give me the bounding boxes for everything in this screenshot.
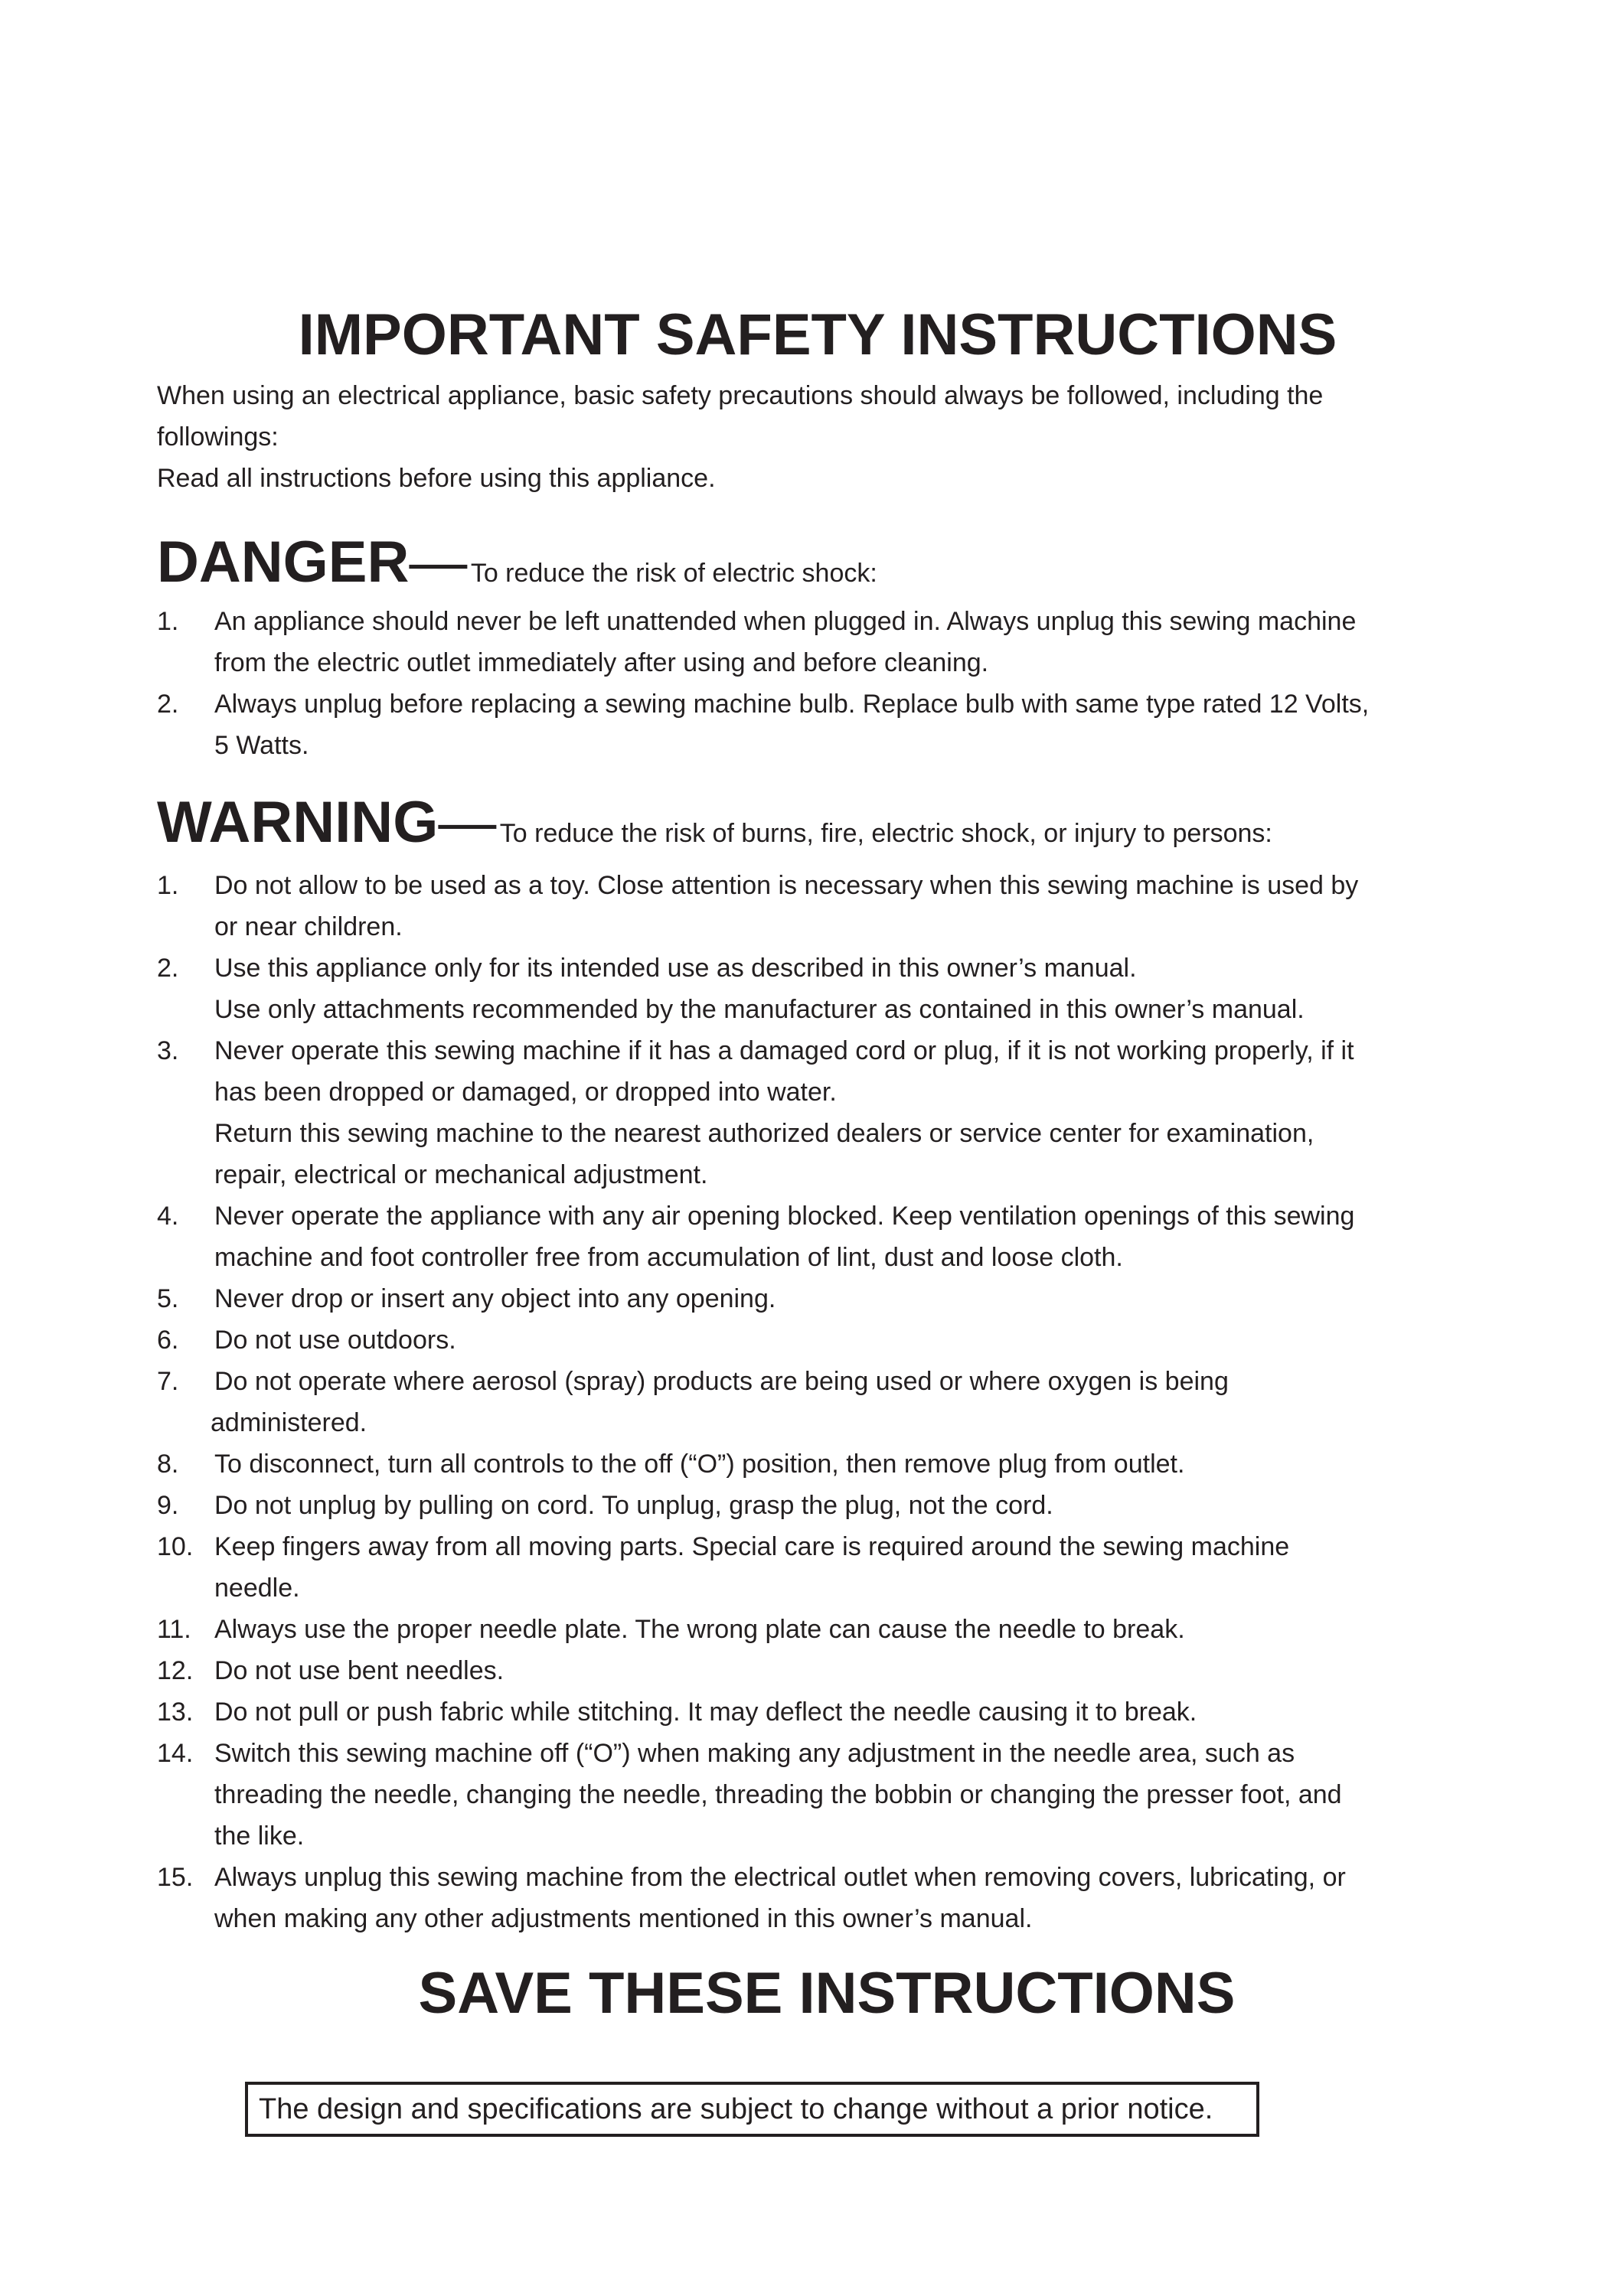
item-number: 7. — [157, 1367, 179, 1396]
item-text-line: machine and foot controller free from accumulation of lint, dust and loose cloth. — [214, 1243, 1123, 1272]
list-item — [157, 1526, 1504, 1609]
item-text-line: Do not unplug by pulling on cord. To unplug, grasp the plug, not the cord. — [214, 1491, 1053, 1520]
danger-label: DANGER — [157, 530, 410, 595]
danger-dash: — — [409, 530, 468, 595]
intro-line: Read all instructions before using this appliance. — [157, 464, 716, 493]
item-text-line: the like. — [214, 1821, 305, 1851]
item-number: 14. — [157, 1739, 194, 1768]
item-number: 2. — [157, 690, 179, 719]
item-text-line: Do not operate where aerosol (spray) products are being used or where oxygen is being — [214, 1367, 1229, 1396]
item-text-line: Use this appliance only for its intended use as described in this owner’s manual. — [214, 954, 1137, 983]
item-text-line: Keep fingers away from all moving parts. Special care is required around the sewing machine — [214, 1532, 1290, 1561]
warning-dash: — — [438, 790, 497, 855]
item-text-line: from the electric outlet immediately after using and before cleaning. — [214, 648, 989, 677]
danger-heading — [157, 532, 877, 594]
list-item — [157, 865, 1504, 947]
list-item — [157, 1485, 1504, 1526]
item-number: 13. — [157, 1698, 194, 1727]
item-text-line: Always unplug before replacing a sewing machine bulb. Replace bulb with same type rated 12 Volts, — [214, 690, 1370, 719]
item-number: 2. — [157, 954, 179, 983]
notice-box: The design and specifications are subject to change without a prior notice. — [245, 2082, 1259, 2137]
list-item — [157, 683, 1504, 766]
item-text-line: To disconnect, turn all controls to the off (“O”) position, then remove plug from outlet. — [214, 1450, 1185, 1479]
list-item — [157, 1857, 1504, 1939]
item-text-line: Never operate this sewing machine if it has a damaged cord or plug, if it is not working properly, if it — [214, 1036, 1354, 1065]
list-item — [157, 601, 1504, 683]
danger-subtitle: To reduce the risk of electric shock: — [470, 559, 877, 588]
item-text-line: Do not use bent needles. — [214, 1656, 505, 1685]
item-number: 3. — [157, 1036, 179, 1065]
item-number: 4. — [157, 1202, 179, 1231]
item-text-line: has been dropped or damaged, or dropped into water. — [214, 1078, 837, 1107]
intro-line: When using an electrical appliance, basic safety precautions should always be followed, including the — [157, 381, 1324, 410]
item-number: 10. — [157, 1532, 194, 1561]
item-text-line: threading the needle, changing the needle, threading the bobbin or changing the presser foot, and — [214, 1780, 1342, 1809]
item-text-line: Always use the proper needle plate. The wrong plate can cause the needle to break. — [214, 1615, 1185, 1644]
item-text-line: Switch this sewing machine off (“O”) when making any adjustment in the needle area, such as — [214, 1739, 1295, 1768]
list-item — [157, 1650, 1504, 1691]
save-instructions-title: SAVE THESE INSTRUCTIONS — [418, 1961, 1236, 2026]
list-item — [157, 1609, 1504, 1650]
item-text-line: Never drop or insert any object into any opening. — [214, 1284, 776, 1313]
item-number: 1. — [157, 607, 179, 636]
item-number: 9. — [157, 1491, 179, 1520]
intro-line: followings: — [157, 422, 279, 452]
danger-list — [157, 601, 1504, 766]
intro-paragraph — [157, 375, 1504, 499]
warning-heading — [157, 792, 1272, 854]
item-text-line: repair, electrical or mechanical adjustment. — [214, 1160, 708, 1189]
item-text-line: administered. — [211, 1408, 367, 1437]
item-number: 15. — [157, 1863, 194, 1892]
item-number: 5. — [157, 1284, 179, 1313]
list-item — [157, 1691, 1504, 1733]
item-text-line: Do not use outdoors. — [214, 1326, 456, 1355]
warning-label: WARNING — [157, 790, 439, 855]
item-text-line: Never operate the appliance with any air opening blocked. Keep ventilation openings of this sewing — [214, 1202, 1355, 1231]
item-text-line: Return this sewing machine to the nearest authorized dealers or service center for examination, — [214, 1119, 1314, 1148]
item-text-line: 5 Watts. — [214, 731, 309, 760]
page-title: IMPORTANT SAFETY INSTRUCTIONS — [298, 302, 1337, 367]
warning-subtitle: To reduce the risk of burns, fire, electric shock, or injury to persons: — [499, 819, 1272, 848]
list-item — [157, 1030, 1504, 1195]
list-item — [157, 1361, 1504, 1443]
item-number: 6. — [157, 1326, 179, 1355]
item-text-line: needle. — [214, 1574, 300, 1603]
warning-list — [157, 865, 1504, 1939]
item-text-line: Use only attachments recommended by the manufacturer as contained in this owner’s manual. — [214, 995, 1305, 1024]
list-item — [157, 1278, 1504, 1319]
item-number: 8. — [157, 1450, 179, 1479]
list-item — [157, 1733, 1504, 1857]
item-number: 11. — [157, 1615, 191, 1644]
item-text-line: Do not pull or push fabric while stitching. It may deflect the needle causing it to break. — [214, 1698, 1197, 1727]
list-item — [157, 1319, 1504, 1361]
item-number: 1. — [157, 871, 179, 900]
item-text-line: Always unplug this sewing machine from the electrical outlet when removing covers, lubricating, or — [214, 1863, 1346, 1892]
list-item — [157, 1443, 1504, 1485]
list-item — [157, 1195, 1504, 1278]
item-number: 12. — [157, 1656, 194, 1685]
list-item — [157, 947, 1504, 1030]
item-text-line: Do not allow to be used as a toy. Close attention is necessary when this sewing machine is used by — [214, 871, 1359, 900]
item-text-line: or near children. — [214, 912, 403, 941]
item-text-line: when making any other adjustments mentioned in this owner’s manual. — [214, 1904, 1033, 1933]
item-text-line: An appliance should never be left unattended when plugged in. Always unplug this sewing machine — [214, 607, 1357, 636]
